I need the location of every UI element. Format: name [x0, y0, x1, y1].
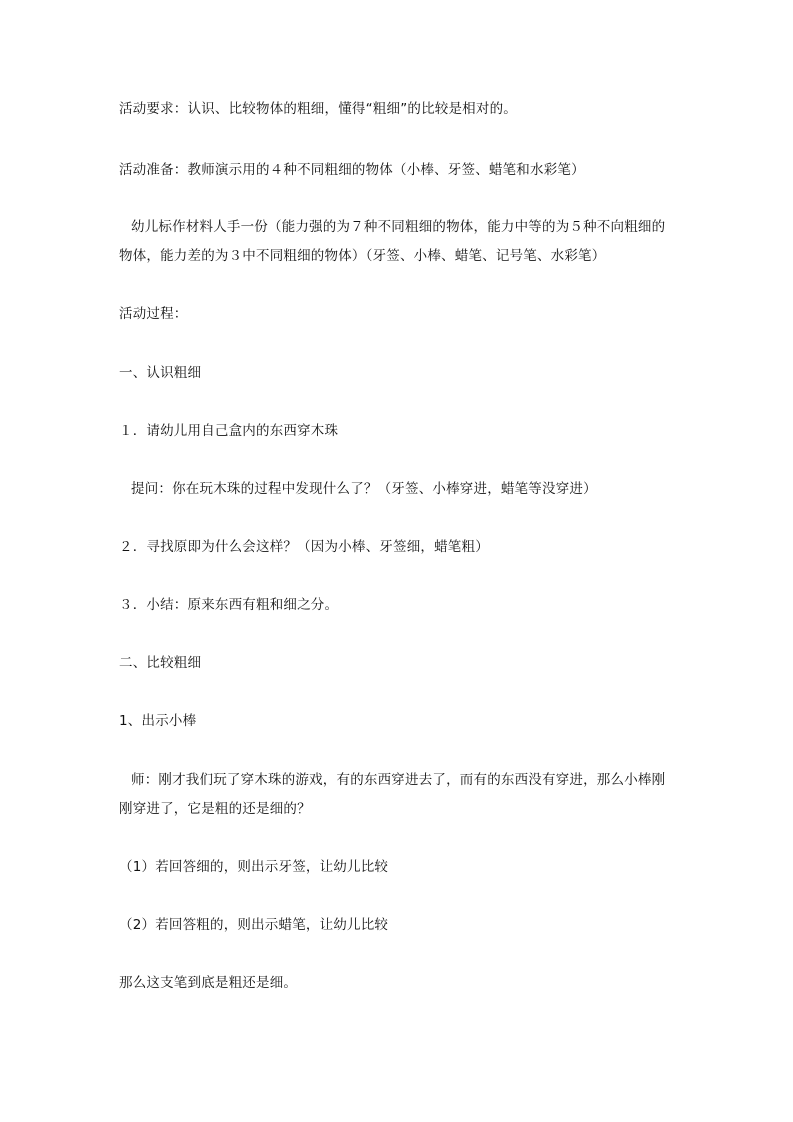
- step-two: ２．寻找原即为什么会这样？（因为小棒、牙签细，蜡笔粗）: [119, 539, 489, 555]
- materials-line-1: 幼儿标作材料人手一份（能力强的为７种不同粗细的物体，能力中等的为５种不向粗细的: [131, 219, 666, 235]
- section-one-heading: 一、认识粗细: [119, 365, 202, 381]
- teacher-line-2: 刚穿进了，它是粗的还是细的？: [119, 801, 311, 817]
- step-three: ３．小结：原来东西有粗和细之分。: [119, 597, 339, 613]
- activity-process-heading: 活动过程：: [119, 306, 188, 322]
- show-stick-heading: 1、出示小棒: [119, 713, 197, 729]
- materials-line-2: 物体，能力差的为３中不同粗细的物体）（牙签、小棒、蜡笔、记号笔、水彩笔）: [119, 248, 606, 264]
- activity-requirements: 活动要求：认识、比较物体的粗细，懂得“粗细”的比较是相对的。: [119, 101, 517, 117]
- step-one: １．请幼儿用自己盒内的东西穿木珠: [119, 423, 339, 439]
- section-two-heading: 二、比较粗细: [119, 655, 202, 671]
- teacher-line-1: 师：刚才我们玩了穿木珠的游戏，有的东西穿进去了，而有的东西没有穿进，那么小棒刚: [131, 772, 666, 788]
- question-text: 提问：你在玩木珠的过程中发现什么了？（牙签、小棒穿进，蜡笔等没穿进）: [131, 481, 597, 497]
- answer-thin: （1）若回答细的，则出示牙签，让幼儿比较: [119, 859, 389, 875]
- conclusion-line: 那么这支笔到底是粗还是细。: [119, 975, 298, 991]
- answer-thick: （2）若回答粗的，则出示蜡笔，让幼儿比较: [119, 917, 389, 933]
- activity-preparation: 活动准备：教师演示用的４种不同粗细的物体（小棒、牙签、蜡笔和水彩笔）: [119, 162, 585, 178]
